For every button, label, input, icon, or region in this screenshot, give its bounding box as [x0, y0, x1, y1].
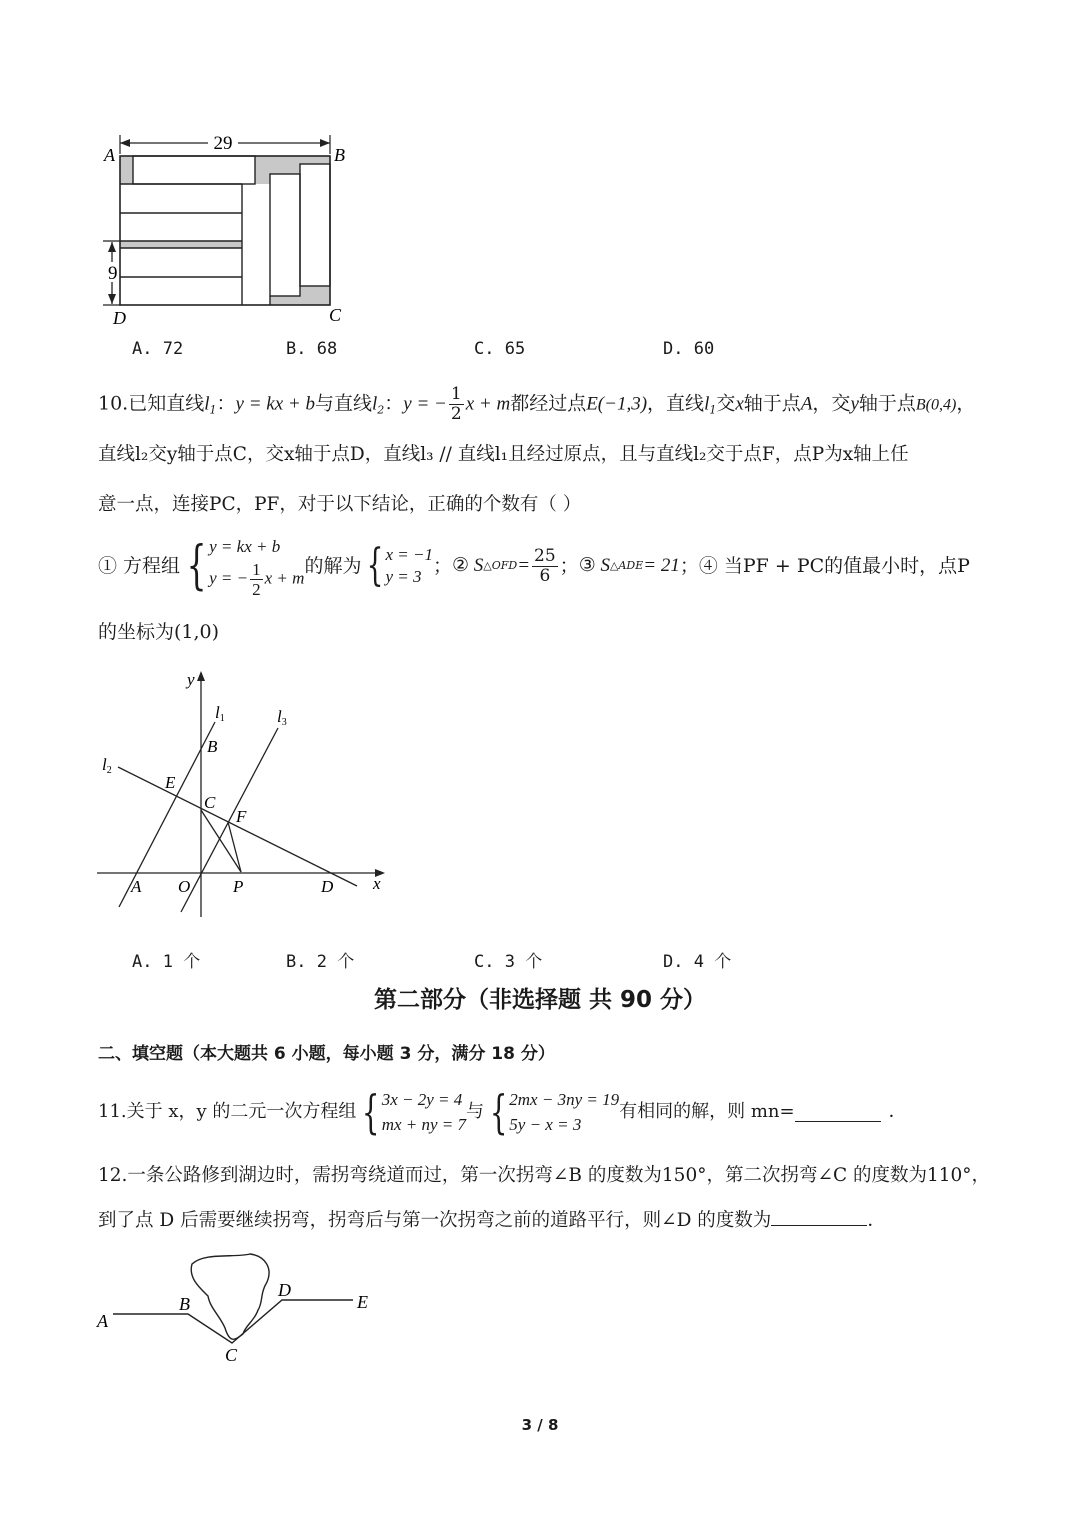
svg-text:y: y: [187, 670, 195, 689]
q10-option-a[interactable]: [132, 947, 200, 972]
solution-system: { x = −1 y = 3: [367, 540, 433, 591]
q12-line1: 12.一条公路修到湖边时，需拐弯绕道而过，第一次拐弯∠B 的度数为150°，第二次拐弯∠C 的度数为110°，: [98, 1165, 991, 1186]
option-value: 65: [504, 339, 526, 359]
q9-option-c[interactable]: [474, 339, 525, 359]
answer-blank[interactable]: [771, 1207, 867, 1226]
svg-text:A: A: [131, 877, 142, 896]
q10-statements: ① 方程组 { y = kx + b y = − $\frac{1}{2}$ x + m 的解为 { x = −1 y = 3 ； ② S △OFD = $\frac{25}{6}$ ； ③ S △ADE = 21 ； ④ 当PF + PC的值最小时，点P: [98, 530, 970, 602]
equation-system-1: { 3x − 2y = 4 mx + ny = 7: [362, 1085, 466, 1139]
svg-text:C: C: [225, 1345, 238, 1365]
road-bend-diagram: [95, 1248, 395, 1373]
svg-text:D: D: [113, 308, 126, 328]
q12-road-figure: [95, 1248, 395, 1373]
option-letter: D.: [663, 339, 684, 359]
svg-text:D: D: [278, 1280, 291, 1300]
svg-text:O: O: [178, 877, 191, 896]
lake-outline: [191, 1254, 269, 1339]
svg-text:E: E: [165, 773, 176, 792]
svg-text:l1: l1: [215, 703, 225, 724]
question-number: 11.: [98, 1101, 127, 1122]
statement-4-continued: 的坐标为(1,0): [98, 621, 220, 643]
svg-text:x: x: [373, 874, 381, 893]
svg-text:B: B: [207, 737, 218, 756]
svg-text:B: B: [179, 1294, 190, 1314]
q9-option-d[interactable]: [663, 339, 714, 359]
option-letter: C.: [474, 339, 495, 359]
svg-text:C: C: [204, 793, 216, 812]
statement-1-label: ① 方程组: [98, 555, 181, 577]
option-value: 3 个: [504, 952, 543, 972]
left-brace-icon: {: [489, 1085, 508, 1139]
svg-text:l2: l2: [102, 755, 112, 776]
svg-text:E: E: [357, 1292, 368, 1312]
option-value: 4 个: [693, 952, 732, 972]
q9-option-b[interactable]: [286, 339, 337, 359]
question-number: 12.: [98, 1165, 128, 1186]
option-letter: B.: [286, 952, 307, 972]
option-letter: A.: [132, 339, 153, 359]
statement-3: ③ S: [578, 555, 610, 576]
option-value: 72: [162, 339, 184, 359]
svg-text:A: A: [104, 145, 115, 165]
left-brace-icon: {: [186, 536, 207, 596]
left-brace-icon: {: [362, 1085, 380, 1139]
q9-figure: [100, 128, 350, 328]
page-number: 3 / 8: [521, 1416, 559, 1434]
svg-text:P: P: [233, 877, 244, 896]
svg-text:D: D: [321, 877, 334, 896]
option-letter: A.: [132, 952, 153, 972]
left-brace-icon: {: [367, 540, 384, 591]
equation-system: { y = kx + b y = − $\frac{1}{2}$ x + m: [186, 536, 305, 599]
coordinate-graph: [95, 665, 395, 925]
question-number: 10.: [98, 392, 129, 415]
q10-option-d[interactable]: [663, 947, 731, 972]
part-two-title: 第二部分（非选择题 共 90 分）: [373, 987, 707, 1013]
svg-text:l3: l3: [277, 707, 287, 728]
svg-text:F: F: [236, 807, 247, 826]
option-letter: D.: [663, 952, 684, 972]
svg-text:B: B: [334, 145, 345, 165]
q10-option-b[interactable]: [286, 947, 354, 972]
option-value: 68: [316, 339, 338, 359]
answer-blank[interactable]: [795, 1103, 881, 1122]
fraction-one-half: $\frac{1}{2}$: [450, 384, 462, 424]
svg-text:A: A: [97, 1311, 108, 1331]
q10-option-c[interactable]: [474, 947, 542, 972]
option-value: 2 个: [316, 952, 355, 972]
option-letter: B.: [286, 339, 307, 359]
q12-line2: 到了点 D 后需要继续拐弯，拐弯后与第一次拐弯之前的道路平行，则∠D 的度数为 ．: [98, 1207, 886, 1233]
statement-2: ② S: [451, 555, 484, 576]
rectangle-tiling-diagram: [100, 128, 350, 328]
svg-text:9: 9: [108, 263, 118, 284]
option-value: 60: [693, 339, 715, 359]
svg-text:C: C: [329, 305, 342, 325]
option-value: 1 个: [162, 952, 201, 972]
q10-line2: 直线l₂交y轴于点C，交x轴于点D，直线l₃ // 直线l₁且经过原点，且与直线l₂交于点F，点P为x轴上任: [98, 444, 909, 465]
equation-system-2: { 2mx − 3ny = 19 5y − x = 3: [489, 1085, 620, 1139]
statement-4: ④ 当PF + PC的值最小时，点P: [698, 555, 970, 577]
section-two-title: 二、填空题（本大题共 6 小题，每小题 3 分，满分 18 分）: [98, 1044, 555, 1064]
q10-line3: 意一点，连接PC，PF，对于以下结论，正确的个数有（ ）: [98, 494, 582, 515]
option-letter: C.: [474, 952, 495, 972]
svg-text:29: 29: [213, 133, 233, 154]
q10-line1: 10.已知直线$l_1$：y = kx + b与直线$l_2$：y = − $\frac{1}{2}$ x + m都经过点E(−1,3)，直线$l_1$交x轴于点A，交y轴于点B(0,4)，: [98, 384, 976, 424]
q10-coordinate-figure: [95, 665, 395, 925]
q11: 11. 关于 x，y 的二元一次方程组 { 3x − 2y = 4 mx + ny = 7 与 { 2mx − 3ny = 19 5y − x = 3 有相同的解，则 mn= ．: [98, 1085, 907, 1139]
q9-option-a[interactable]: [132, 339, 183, 359]
